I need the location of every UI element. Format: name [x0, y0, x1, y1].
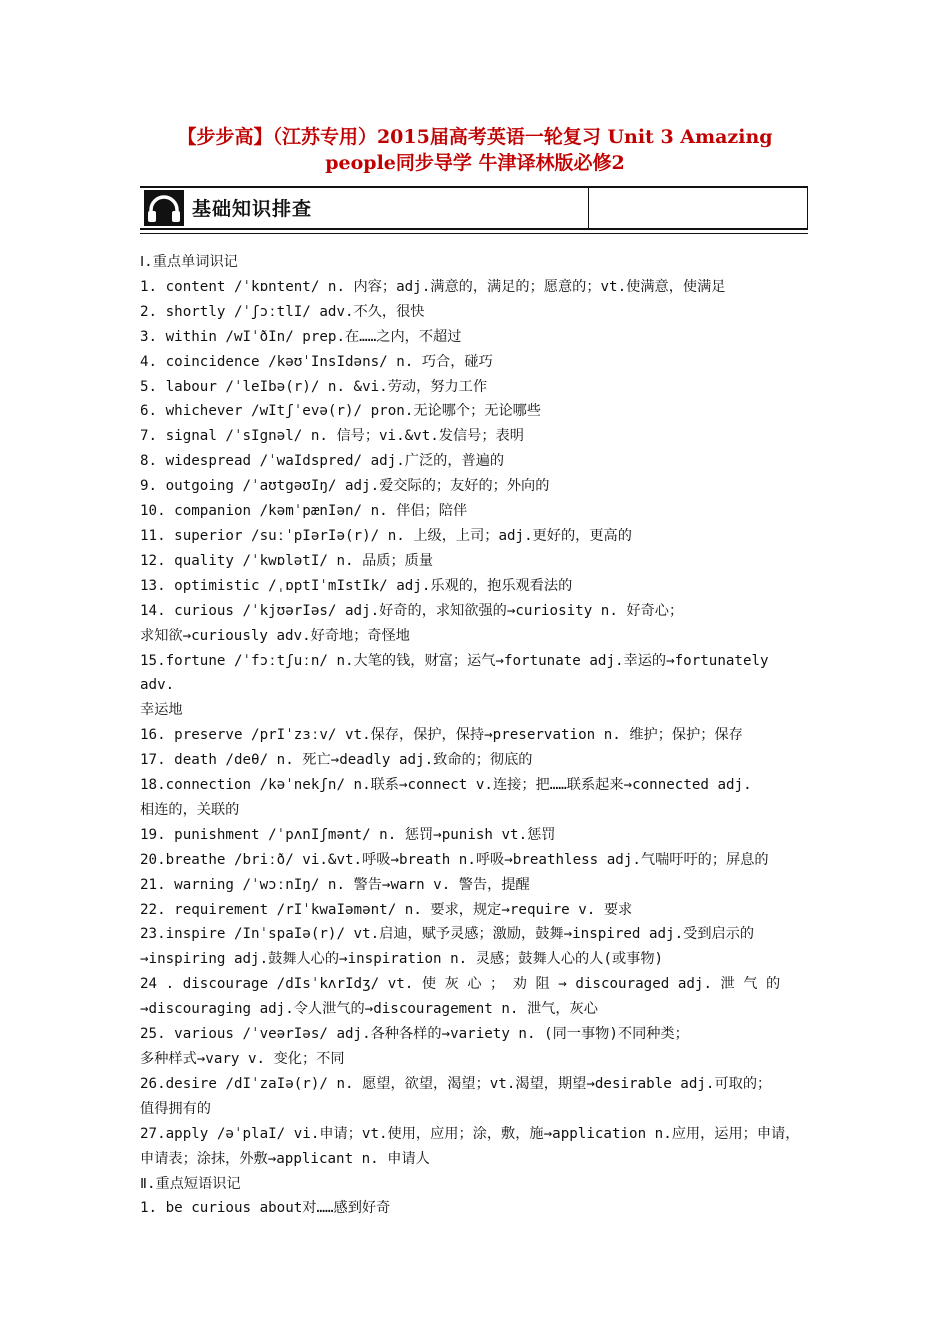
list-item: 13. optimistic /ˌɒptIˈmIstIk/ adj.乐观的，抱乐观看法的	[140, 577, 573, 594]
section-heading-phrases: Ⅱ.重点短语识记	[140, 1175, 241, 1192]
list-item: 7. signal /ˈsIgnəl/ n. 信号；vi.&vt.发信号；表明	[140, 428, 524, 445]
banner-divider	[588, 186, 589, 230]
list-item: 3. within /wIˈðIn/ prep.在……之内，不超过	[140, 328, 462, 345]
list-item: 24 . discourage /dIsˈkʌrIdʒ/ vt. 使 灰 心 ； 劝 阻 → discouraged adj. 泄 气 的	[140, 976, 781, 993]
list-item: 11. superior /suːˈpIərIə(r)/ n. 上级，上司；adj.更好的，更高的	[140, 527, 632, 544]
list-item: 14. curious /ˈkjʊərIəs/ adj.好奇的，求知欲强的→curiosity n. 好奇心；	[140, 602, 684, 619]
section-banner	[140, 186, 808, 230]
list-item: 15.fortune /ˈfɔːtʃuːn/ n.大笔的钱，财富；运气→fortunate adj.幸运的→fortunately	[140, 652, 769, 669]
list-item-continued: 多种样式→vary v. 变化；不同	[140, 1051, 345, 1067]
list-item: 6. whichever /wItʃˈevə(r)/ pron.无论哪个；无论哪些	[140, 403, 542, 420]
list-item: 10. companion /kəmˈpænIən/ n. 伴侣；陪伴	[140, 503, 468, 520]
list-item: 20.breathe /briːð/ vi.&vt.呼吸→breath n.呼吸→breathless adj.气喘吁吁的；屏息的	[140, 851, 769, 868]
banner-bottom-rule-thin	[140, 233, 808, 234]
list-item: 16. preserve /prIˈzɜːv/ vt.保存，保护，保持→preservation n. 维护；保护；保存	[140, 727, 743, 744]
list-item-continued: →inspiring adj.鼓舞人心的→inspiration n. 灵感；鼓舞人心的人(或事物)	[140, 951, 664, 968]
list-item: 5. labour /ˈleIbə(r)/ n. &vi.劳动，努力工作	[140, 378, 488, 395]
list-item-continued: 求知欲→curiously adv.好奇地；奇怪地	[140, 627, 410, 644]
list-item: 1. content /ˈkɒntent/ n. 内容；adj.满意的，满足的；愿意的；vt.使满意，使满足	[140, 278, 726, 295]
list-item-continued: 申请表；涂抹，外敷→applicant n. 申请人	[140, 1150, 430, 1167]
list-item-continued: 幸运地	[140, 702, 183, 719]
banner-top-rule	[140, 186, 808, 188]
vocabulary-list	[140, 250, 812, 1221]
list-item-continued: 值得拥有的	[140, 1100, 211, 1117]
list-item: 8. widespread /ˈwaIdspred/ adj.广泛的，普遍的	[140, 453, 505, 470]
list-item: 21. warning /ˈwɔːnIŋ/ n. 警告→warn v. 警告，提醒	[140, 876, 530, 893]
list-item: 9. outgoing /ˈaʊtgəʊIŋ/ adj.爱交际的；友好的；外向的	[140, 478, 550, 495]
list-item-continued: 相连的，关联的	[140, 801, 240, 818]
list-item: 4. coincidence /kəʊˈInsIdəns/ n. 巧合，碰巧	[140, 353, 493, 370]
list-item: 25. various /ˈveərIəs/ adj.各种各样的→variety n. (同一事物)不同种类；	[140, 1026, 689, 1043]
list-item-continued: adv.	[140, 677, 175, 694]
section-heading-words: Ⅰ.重点单词识记	[140, 254, 238, 270]
title-line-1: 【步步高】（江苏专用）2015届高考英语一轮复习 Unit 3 Amazing	[177, 126, 773, 148]
list-item: 19. punishment /ˈpʌnIʃmənt/ n. 惩罚→punish vt.惩罚	[140, 826, 556, 843]
list-item: 23.inspire /InˈspaIə(r)/ vt.启迪，赋予灵感；激励，鼓舞→inspired adj.受到启示的	[140, 926, 755, 943]
list-item: 2. shortly /ˈʃɔːtlI/ adv.不久，很快	[140, 303, 425, 320]
headphones-icon	[144, 190, 184, 226]
banner-right-edge	[807, 186, 808, 230]
banner-heading: 基础知识排查	[192, 198, 313, 220]
list-item: 17. death /deθ/ n. 死亡→deadly adj.致命的；彻底的	[140, 752, 533, 769]
list-item: 12. quality /ˈkwɒlətI/ n. 品质；质量	[140, 552, 434, 569]
list-item: 22. requirement /rIˈkwaIəmənt/ n. 要求，规定→require v. 要求	[140, 901, 633, 918]
list-item: 26.desire /dIˈzaIə(r)/ n. 愿望，欲望，渴望；vt.渴望，期望→desirable adj.可取的；	[140, 1075, 772, 1092]
banner-bottom-rule	[140, 228, 808, 230]
list-item-continued: →discouraging adj.令人泄气的→discouragement n. 泄气，灰心	[140, 1001, 598, 1018]
list-item: 27.apply /əˈplaI/ vi.申请；vt.使用，应用；涂，敷，施→application n.应用，运用；申请，	[140, 1125, 800, 1142]
document-title	[120, 124, 830, 176]
list-item: 1. be curious about对……感到好奇	[140, 1200, 391, 1217]
list-item: 18.connection /kəˈnekʃn/ n.联系→connect v.连接；把……联系起来→connected adj.	[140, 777, 752, 794]
title-line-2: people同步导学 牛津译林版必修2	[325, 152, 625, 174]
